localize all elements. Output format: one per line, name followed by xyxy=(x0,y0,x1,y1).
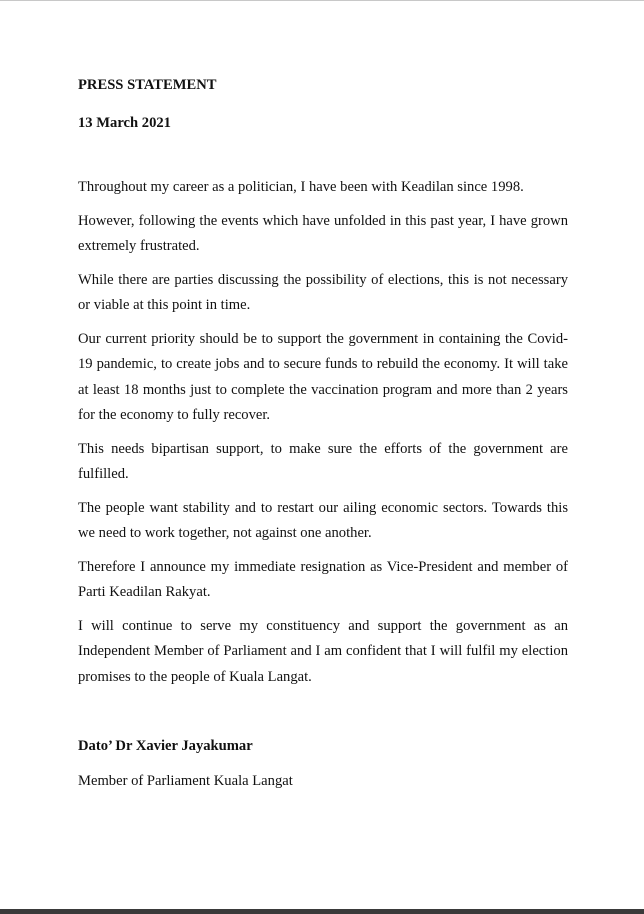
signature-block xyxy=(78,736,568,791)
page-top-edge xyxy=(0,0,644,1)
page-bottom-edge xyxy=(0,909,644,914)
paragraph-6: The people want stability and to restart our ailing economic sectors. Towards this we need to work together, not against one another. xyxy=(78,499,568,541)
paragraph-2: However, following the events which have unfolded in this past year, I have grown extremely frustrated. xyxy=(78,212,568,254)
statement-date: 13 March 2021 xyxy=(78,115,171,131)
document-heading: PRESS STATEMENT xyxy=(78,77,217,93)
paragraph-4: Our current priority should be to support the government in containing the Covid-19 pandemic, to create jobs and to secure funds to rebuild the economy. It will take at least 18 months just to complete the vaccination program and more than 2 years for the economy to fully recover. xyxy=(78,330,568,423)
statement-body xyxy=(78,175,568,690)
paragraph-1: Throughout my career as a politician, I have been with Keadilan since 1998. xyxy=(78,179,524,195)
signatory-title: Member of Parliament Kuala Langat xyxy=(78,773,293,789)
press-statement xyxy=(78,75,568,791)
paragraph-8: I will continue to serve my constituency and support the government as an Independent Member of Parliament and I am confident that I will fulfil my election promises to the people of Kuala Langat. xyxy=(78,617,568,685)
paragraph-5: This needs bipartisan support, to make sure the efforts of the government are fulfilled. xyxy=(78,440,568,482)
signatory-name: Dato’ Dr Xavier Jayakumar xyxy=(78,738,253,754)
paragraph-3: While there are parties discussing the possibility of elections, this is not necessary or viable at this point in time. xyxy=(78,271,568,313)
paragraph-7: Therefore I announce my immediate resignation as Vice-President and member of Parti Keadilan Rakyat. xyxy=(78,558,568,600)
